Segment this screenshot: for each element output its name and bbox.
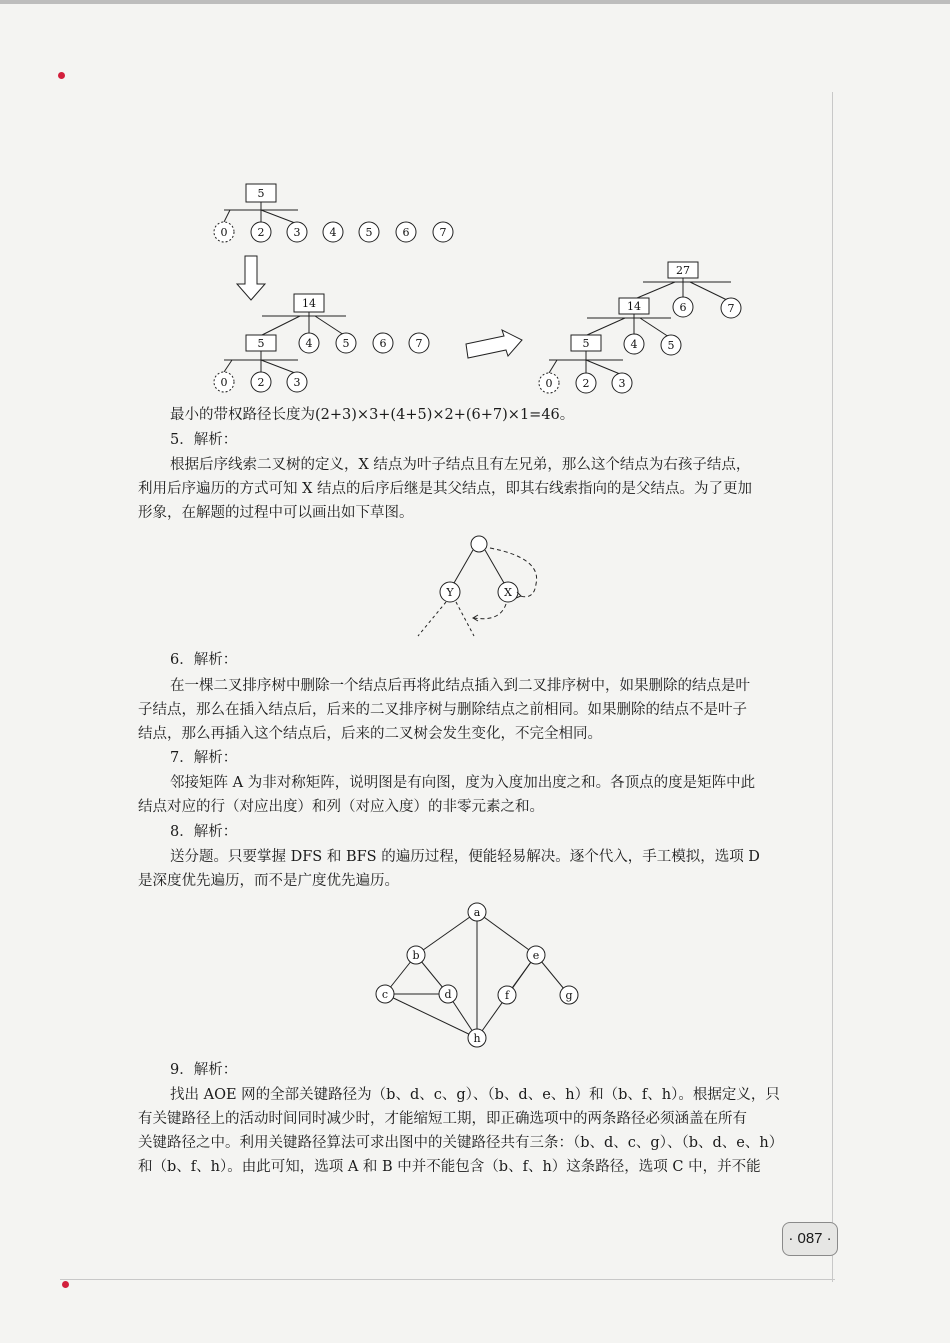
q5-paragraph-line: 利用后序遍历的方式可知 X 结点的后序后继是其父结点，即其右线索指向的是父结点。为了更加: [138, 481, 753, 497]
q8-heading: 8．解析：: [170, 824, 238, 840]
node-label: 2: [582, 377, 590, 390]
node-label: 4: [305, 337, 313, 350]
right-arrow: [466, 330, 524, 362]
node-label: 27: [676, 264, 690, 277]
q8-paragraph-line: 送分题。只要掌握 DFS 和 BFS 的遍历过程，便能轻易解决。逐个代入，手工模拟，选项 D: [170, 849, 760, 865]
vertex-label: b: [412, 949, 420, 962]
q9-heading: 9．解析：: [170, 1062, 238, 1078]
vertex-label: g: [565, 989, 573, 1002]
vertex-label: a: [473, 906, 481, 919]
red-dot-top: [58, 72, 65, 79]
node-label: 0: [220, 226, 228, 239]
node-label: 6: [379, 337, 387, 350]
node-label: 7: [415, 337, 423, 350]
node-label: 0: [220, 376, 228, 389]
q9-paragraph-line: 和（b、f、h）。由此可知，选项 A 和 B 中并不能包含（b、f、h）这条路径，选项 C 中，并不能: [138, 1159, 761, 1175]
node-label: 5: [257, 337, 265, 350]
node-label: 4: [329, 226, 337, 239]
huffman-step2: [200, 290, 440, 400]
node-label: 5: [257, 187, 265, 200]
q7-paragraph-line: 结点对应的行（对应出度）和列（对应入度）的非零元素之和。: [138, 799, 544, 815]
q6-paragraph-line: 子结点，那么在插入结点后，后来的二叉排序树与删除结点之前相同。如果删除的结点不是叶子: [138, 702, 747, 718]
dfs-graph: [368, 900, 588, 1050]
vertex-label: e: [532, 949, 540, 962]
red-dot-bottom: [62, 1281, 69, 1288]
q6-paragraph-line: 结点，那么再插入这个结点后，后来的二叉树会发生变化，不完全相同。: [138, 726, 602, 742]
node-label: 5: [667, 339, 675, 352]
node-label: 14: [627, 300, 641, 313]
thread-tree-sketch: [410, 532, 560, 644]
huffman-step3: [525, 258, 755, 403]
node-y-label: Y: [446, 586, 454, 599]
q6-heading: 6．解析：: [170, 652, 238, 668]
node-label: 7: [439, 226, 447, 239]
node-label: 14: [302, 297, 316, 310]
q9-paragraph-line: 找出 AOE 网的全部关键路径为（b、d、c、g）、（b、d、e、h）和（b、f、h）。根据定义，只: [170, 1087, 780, 1103]
node-label: 3: [618, 377, 626, 390]
page-top-edge: [0, 0, 950, 4]
huffman-step1: [200, 180, 470, 250]
q5-paragraph-line: 形象，在解题的过程中可以画出如下草图。: [138, 505, 414, 521]
q5-heading: 5．解析：: [170, 432, 238, 448]
page-number: · 087 ·: [782, 1222, 838, 1256]
node-label: 6: [679, 301, 687, 314]
q6-paragraph-line: 在一棵二叉排序树中删除一个结点后再将此结点插入到二叉排序树中，如果删除的结点是叶: [170, 678, 750, 694]
wpl-text: 最小的带权路径长度为(2+3)×3+(4+5)×2+(6+7)×1=46。: [170, 407, 575, 423]
q9-paragraph-line: 关键路径之中。利用关键路径算法可求出图中的关键路径共有三条：（b、d、c、g）、（b、d、e、h）: [138, 1135, 784, 1151]
node-label: 4: [630, 338, 638, 351]
q5-paragraph-line: 根据后序线索二叉树的定义，X 结点为叶子结点且有左兄弟，那么这个结点为右孩子结点，: [170, 457, 751, 473]
node-x-label: X: [504, 586, 512, 599]
node-label: 2: [257, 376, 265, 389]
vertex-label: h: [473, 1032, 481, 1045]
node-label: 3: [293, 376, 301, 389]
page-fold-line: [832, 92, 833, 1282]
node-label: 0: [545, 377, 553, 390]
page-bottom-line: [60, 1279, 835, 1280]
node-label: 5: [342, 337, 350, 350]
vertex-label: d: [444, 988, 452, 1001]
node-label: 2: [257, 226, 265, 239]
vertex-label: f: [504, 989, 510, 1002]
q8-paragraph-line: 是深度优先遍历，而不是广度优先遍历。: [138, 873, 399, 889]
node-label: 6: [402, 226, 410, 239]
q9-paragraph-line: 有关键路径上的活动时间同时减少时，才能缩短工期，即正确选项中的两条路径必须涵盖在所有: [138, 1111, 747, 1127]
q7-heading: 7．解析：: [170, 750, 238, 766]
node-label: 5: [365, 226, 373, 239]
q7-paragraph-line: 邻接矩阵 A 为非对称矩阵，说明图是有向图，度为入度加出度之和。各顶点的度是矩阵中此: [170, 775, 756, 791]
node-label: 5: [582, 337, 590, 350]
vertex-label: c: [381, 988, 389, 1001]
node-label: 7: [727, 302, 735, 315]
node-label: 3: [293, 226, 301, 239]
